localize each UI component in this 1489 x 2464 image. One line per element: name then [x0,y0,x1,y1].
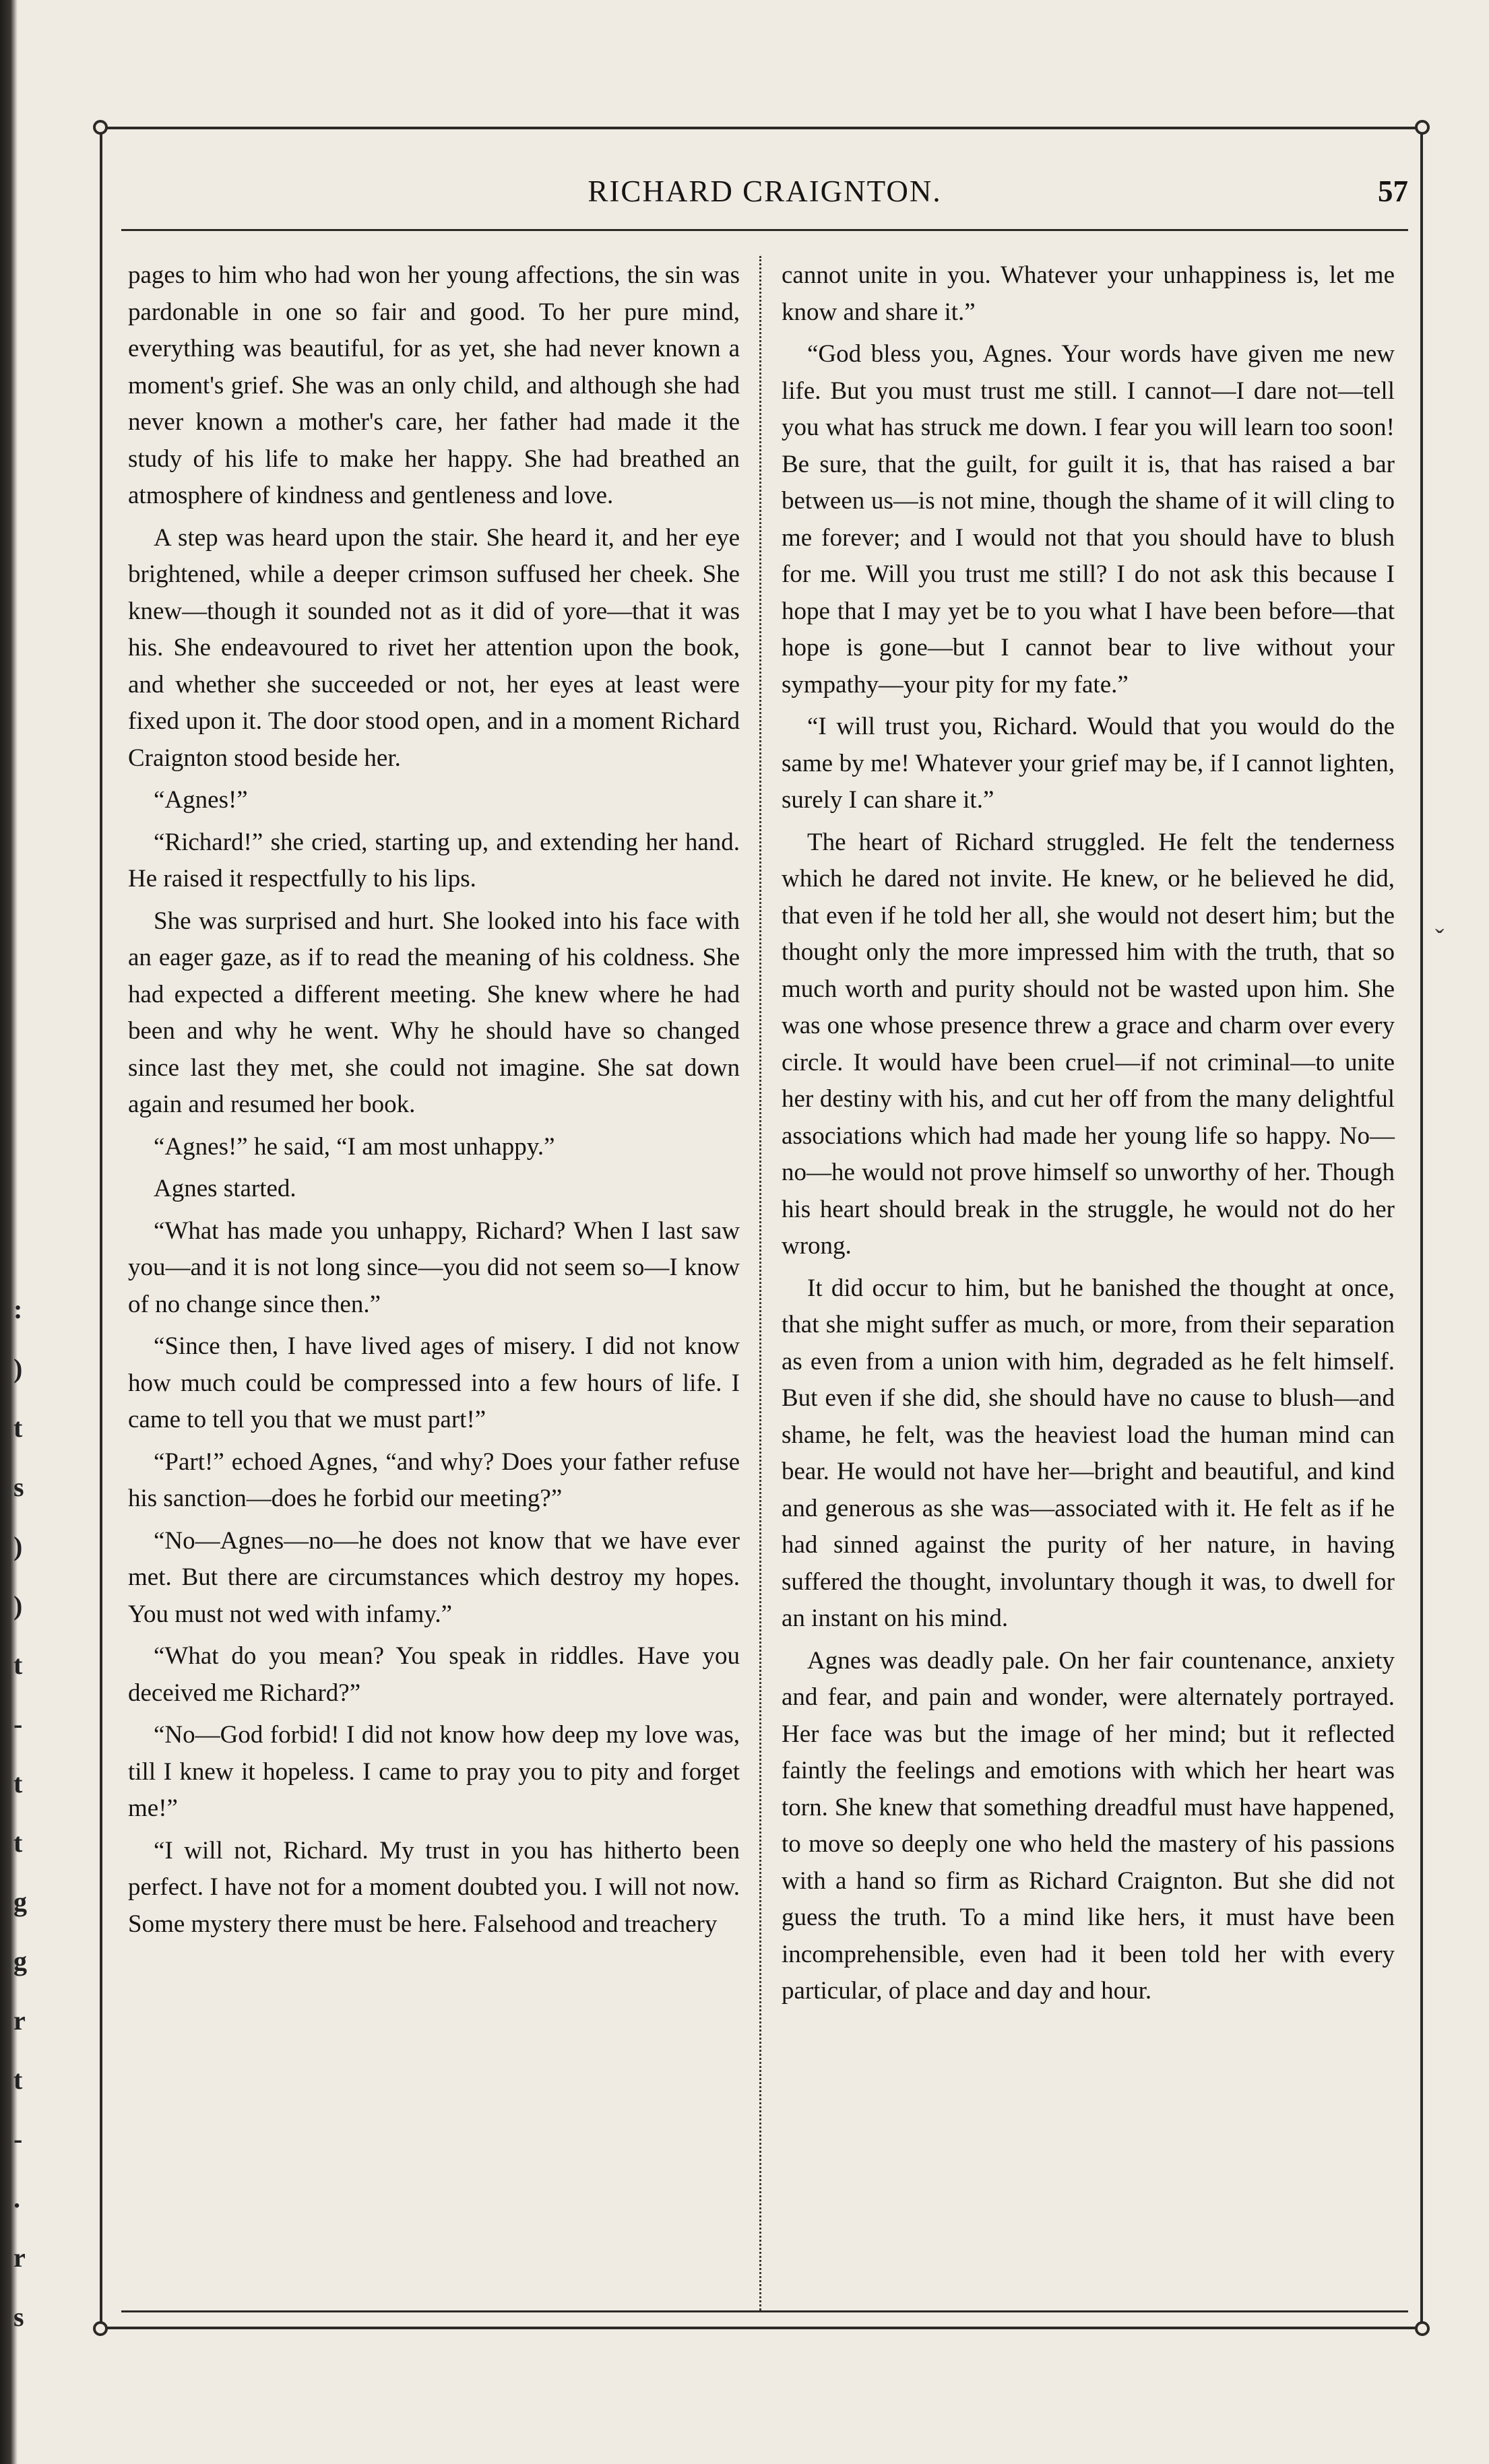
bottom-rule [121,2310,1408,2312]
column-divider [759,256,761,2310]
paragraph: “Agnes!” he said, “I am most unhappy.” [154,1132,555,1161]
paragraph: “Agnes!” [154,786,248,814]
paragraph: “I will trust you, Richard. Would that you would do the same by me! Whatever your grief may be, if I cannot lighten, surely I can share it.” [782,713,1395,814]
paragraph: Agnes started. [154,1175,296,1202]
margin-annotation-mark: ˇ [1435,923,1445,954]
paragraph: A step was heard upon the stair. She heard it, and her eye brightened, while a deeper crimson suffused her cheek. She knew—though it sounded not as it did of yore—that it was his. She endeavoured to rivet her attention upon the book, and whether she succeeded or not, her eyes at least were fixed upon it. The door stood open, and in a moment Richard Craignton stood beside her. [128,523,740,772]
paragraph: “What has made you unhappy, Richard? When I last saw you—and it is not long since—you did not seem so—I know of no change since then.” [128,1217,740,1318]
border-corner-ornament [1415,120,1430,135]
paragraph: The heart of Richard struggled. He felt the tenderness which he dared not invite. He knew, or he believed he did, that even if he told her all, she would not desert him; but the thought only the more impressed him with the truth, that so much worth and purity should not be wasted upon him. She was one whose presence threw a grace and charm over every circle. It would have been cruel—if not criminal—to unite her destiny with his, and cut her off from the many delightful associations which had made her young life so happy. No—no—he would not prove himself so unworthy of her. Though his heart should break in the struggle, he would not do her wrong. [782,828,1395,1260]
paragraph: “No—Agnes—no—he does not know that we have ever met. But there are circumstances which destroy my hopes. You must not wed with infamy.” [128,1526,740,1628]
paragraph: “No—God forbid! I did not know how deep my love was, till I knew it hopeless. I came to pray you to pity and forget me!” [128,1721,740,1822]
paragraph: “I will not, Richard. My trust in you has hitherto been perfect. I have not for a moment doubted you. I will not now. Some mystery there must be here. Falsehood and treachery [128,1836,740,1938]
paragraph: Agnes was deadly pale. On her fair countenance, anxiety and fear, and pain and wonder, were alternately portrayed. Her face was but the image of her mind; but it reflected faintly the feelings and emotions with which her heart was torn. She knew that something dreadful must have happened, to move so deeply one who held the mastery of his passions with a hand so firm as Richard Craignton. But she did not guess the truth. To a mind like hers, it must have been incomprehensible, even had it been told her with every particular, of place and day and hour. [782,1646,1395,2005]
right-column [782,257,1395,2305]
paragraph: “God bless you, Agnes. Your words have given me new life. But you must trust me still. I cannot—I dare not—tell you what has struck me down. I fear you will learn too soon! Be sure, that the guilt, for guilt it is, that has raised a bar between us—is not mine, though the shame of it will cling to me forever; and I would not that you should have to blush for me. Will you trust me still? I do not ask this because I hope that I may yet be to you what I have been before—that hope is gone—but I cannot bear to live without your sympathy—your pity for my fate.” [782,340,1395,699]
paragraph: cannot unite in you. Whatever your unhappiness is, let me know and share it.” [782,261,1395,326]
running-title: RICHARD CRAIGNTON. [588,174,942,208]
header-rule [121,229,1408,231]
paragraph: It did occur to him, but he banished the thought at once, that she might suffer as much, or more, from their separation as even from a union with him, degraded as he felt himself. But even if she did, she should have no cause to blush—and shame, he felt, was the heaviest load the human mind can bear. He would not have her—bright and beautiful, and kind and generous as she was—associated with it. He felt as if he had sinned against the purity of her nature, in having suffered the thought, involuntary though it was, to dwell for an instant on his mind. [782,1274,1395,1632]
page-number: 57 [1378,174,1408,208]
border-corner-ornament [1415,2321,1430,2336]
border-corner-ornament [93,120,108,135]
paragraph: “Richard!” she cried, starting up, and extending her hand. He raised it respectfully to his lips. [128,828,740,893]
running-header [121,174,1408,221]
border-corner-ornament [93,2321,108,2336]
paragraph: “What do you mean? You speak in riddles. Have you deceived me Richard?” [128,1642,740,1707]
paragraph: “Since then, I have lived ages of misery. I did not know how much could be compressed into a few hours of life. I came to tell you that we must part!” [128,1332,740,1433]
binding-margin-marks: : ) t s ) ) t - t t g g r t - . r s [13,1294,27,2332]
paragraph: “Part!” echoed Agnes, “and why? Does your father refuse his sanction—does he forbid our meeting?” [128,1448,740,1512]
left-column [128,257,740,2305]
paragraph: She was surprised and hurt. She looked into his face with an eager gaze, as if to read the meaning of his coldness. She had expected a different meeting. She knew where he had been and why he went. Why he should have so changed since last they met, she could not imagine. She sat down again and resumed her book. [128,907,740,1118]
paragraph: pages to him who had won her young affections, the sin was pardonable in one so fair and good. To her pure mind, everything was beautiful, for as yet, she had never known a moment's grief. She was an only child, and although she had never known a mother's care, her father had made it the study of his life to make her happy. She had breathed an atmosphere of kindness and gentleness and love. [128,261,740,509]
